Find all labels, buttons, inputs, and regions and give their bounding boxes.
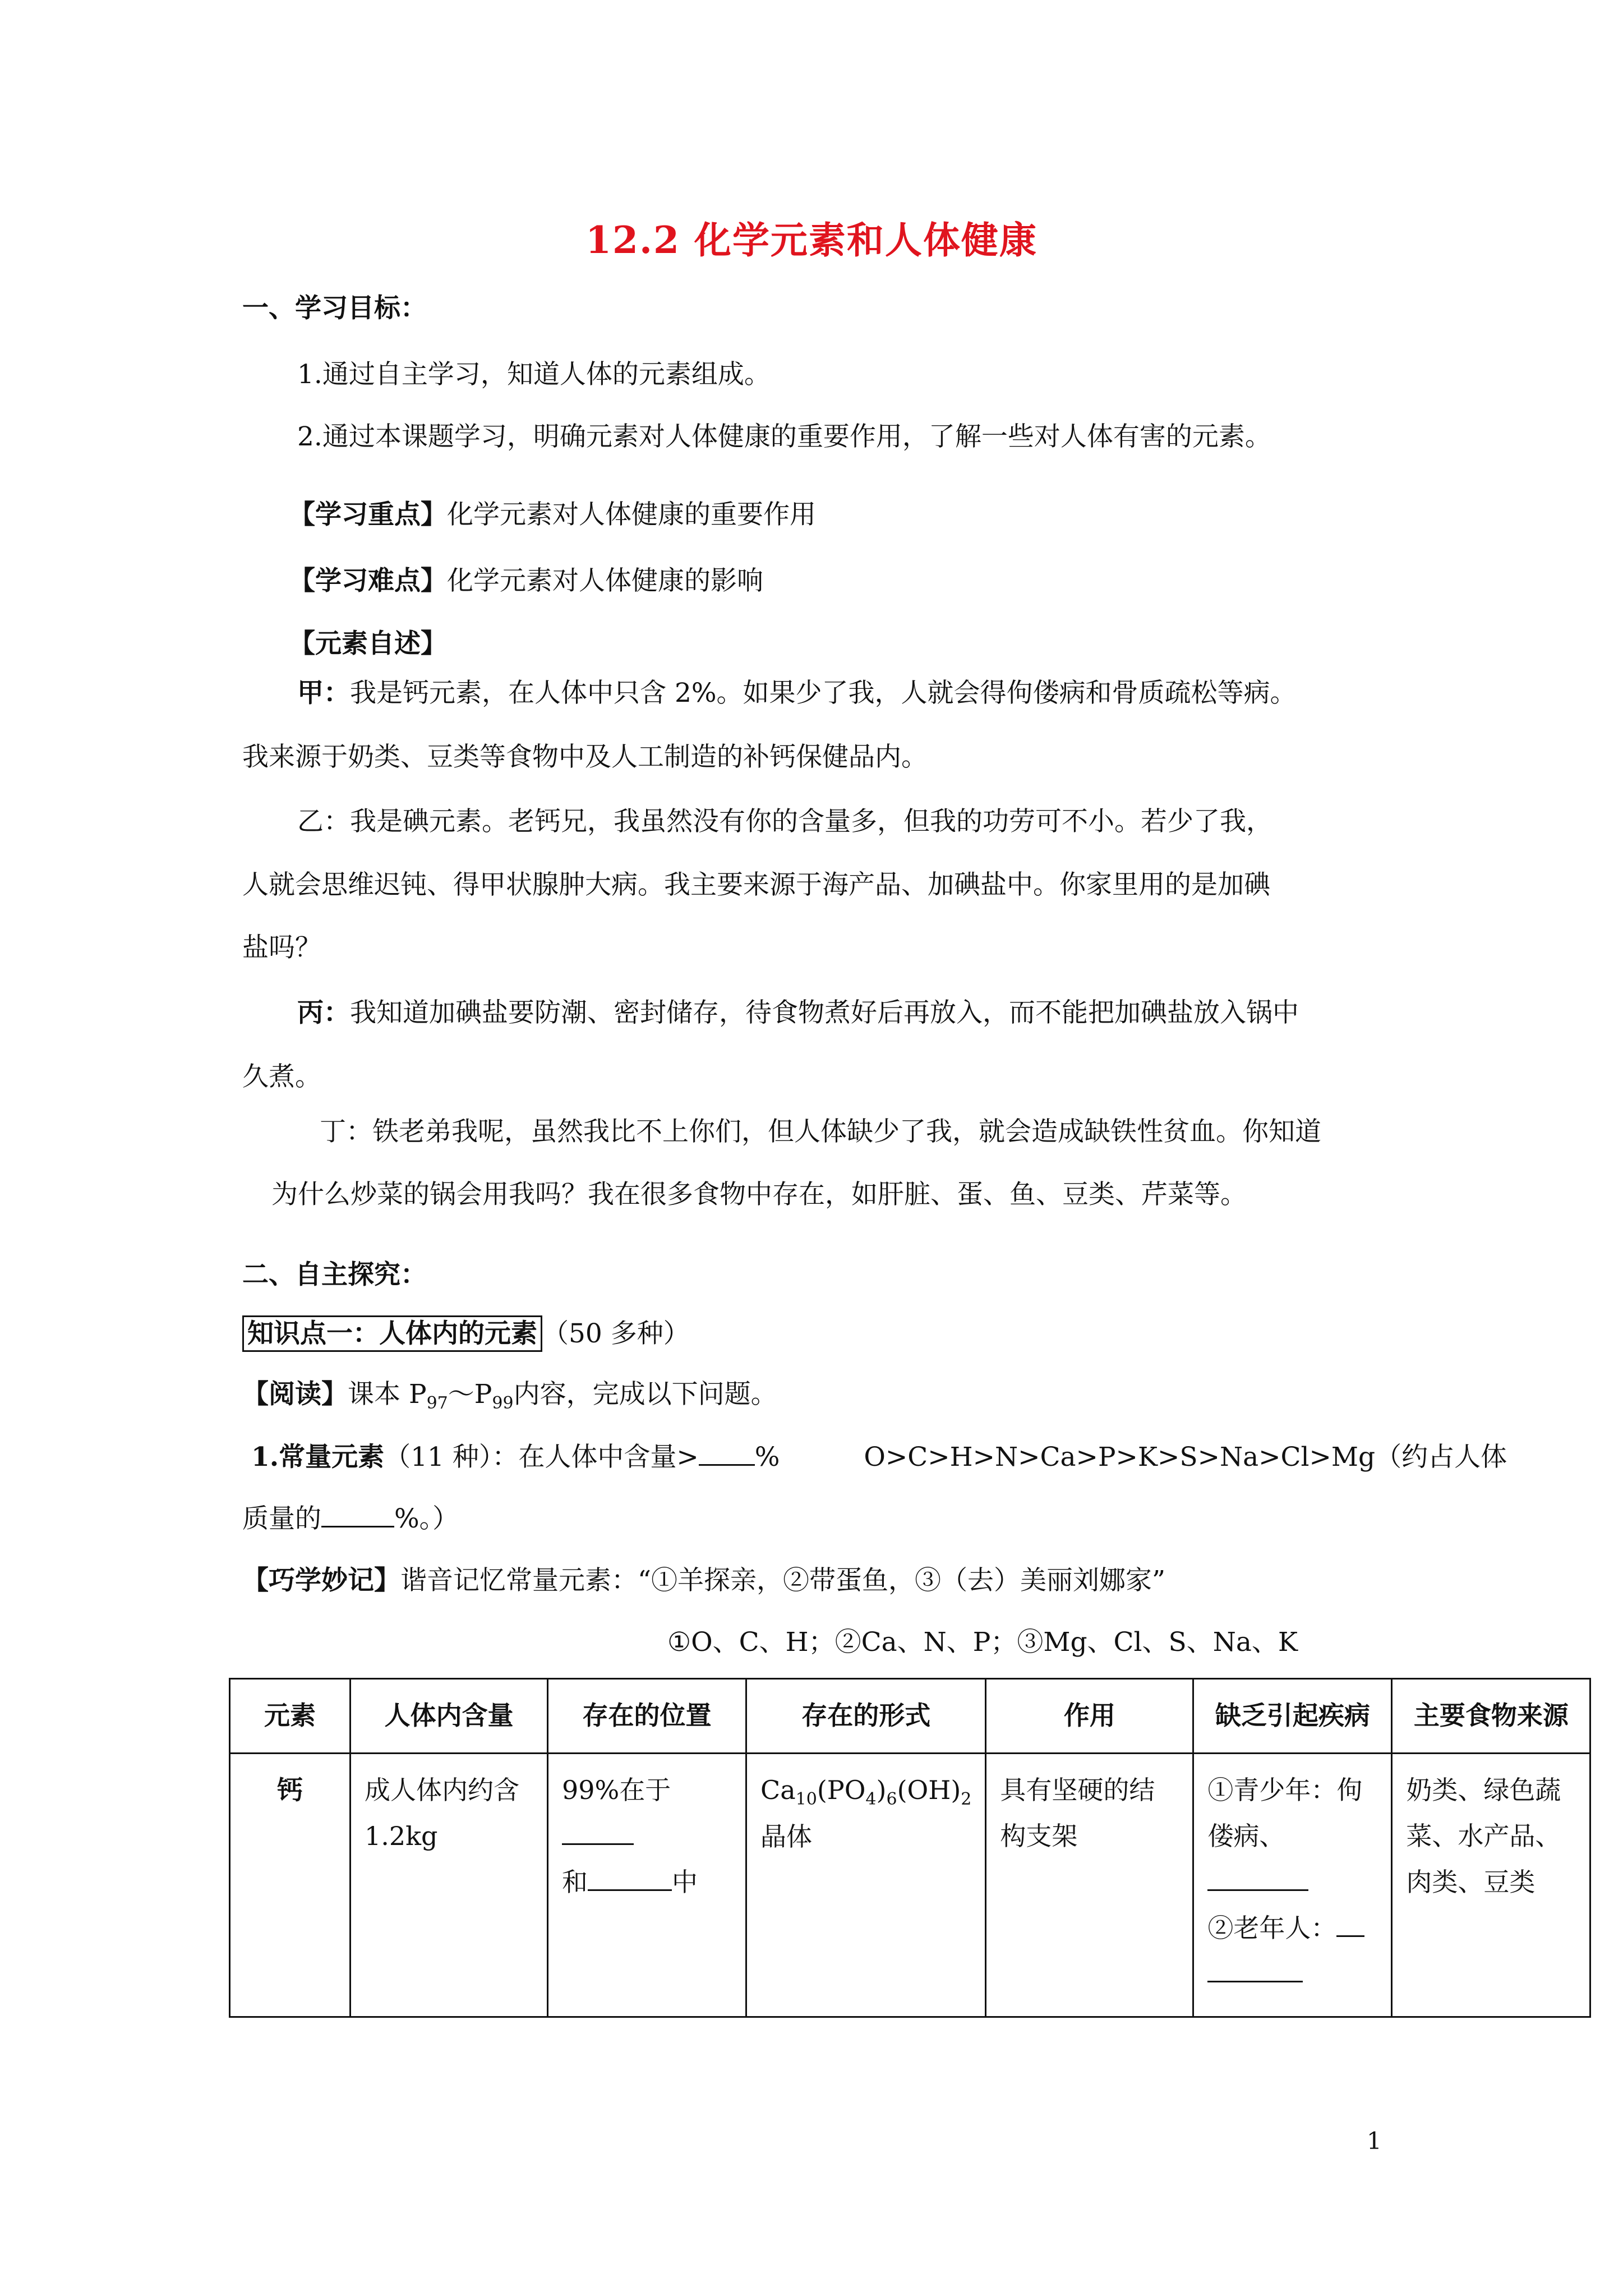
form-text-e: 晶体 (760, 1821, 812, 1852)
form-sub-3: 6 (886, 1789, 897, 1809)
key-point-label: 【学习重点】 (289, 499, 447, 530)
self-intro-label: 【元素自述】 (289, 628, 447, 659)
table-header: 作用 (986, 1679, 1193, 1754)
table-header: 缺乏引起疾病 (1193, 1679, 1392, 1754)
yi-text-1: 我是碘元素。老钙兄，我虽然没有你的含量多，但我的功劳可不小。若少了我， (350, 806, 1272, 837)
table-cell-role: 具有坚硬的结构支架 (986, 1753, 1193, 2017)
difficulty-line (289, 565, 763, 597)
section-heading-explore: 二、自主探究： (242, 1259, 427, 1290)
reading-text-b: ～P (448, 1379, 492, 1410)
jia-line-2: 我来源于奶类、豆类等食物中及人工制造的补钙保健品内。 (242, 742, 928, 772)
knowledge-point-note: （50 多种） (542, 1318, 690, 1349)
table-header-row (230, 1679, 1590, 1754)
table-cell-element: 钙 (230, 1753, 351, 2017)
jia-label: 甲： (297, 678, 350, 708)
knowledge-point-line (242, 1318, 690, 1350)
macro-mass-blank[interactable] (321, 1526, 394, 1527)
ding-line-1: 丁：铁老弟我呢，虽然我比不上你们，但人体缺少了我，就会造成缺铁性贫血。你知道 (320, 1116, 1321, 1147)
yi-line-1 (297, 806, 1272, 838)
page-number: 1 (1367, 2127, 1382, 2155)
knowledge-point-box: 知识点一：人体内的元素 (242, 1315, 542, 1352)
macro-percent-blank[interactable] (699, 1464, 755, 1466)
table-header: 存在的形式 (746, 1679, 986, 1754)
element-table (229, 1678, 1591, 2018)
location-text-b: 和 (562, 1866, 588, 1897)
table-cell-disease (1193, 1753, 1392, 2017)
memory-tip-text: 谐音记忆常量元素：“①羊探亲，②带蛋鱼，③（去）美丽刘娜家” (400, 1565, 1166, 1596)
memory-tip-label: 【巧学妙记】 (242, 1565, 400, 1596)
table-cell-form (746, 1753, 986, 2017)
table-row (230, 1753, 1590, 2017)
difficulty-text: 化学元素对人体健康的影响 (447, 565, 763, 596)
reading-text-c: 内容，完成以下问题。 (513, 1379, 777, 1410)
section-heading-goals: 一、学习目标： (242, 293, 427, 324)
ding-line-2: 为什么炒菜的锅会用我吗？我在很多食物中存在，如肝脏、蛋、鱼、豆类、芹菜等。 (271, 1179, 1247, 1210)
macro-elements-label: 1.常量元素 (251, 1442, 385, 1473)
table-header: 主要食物来源 (1392, 1679, 1590, 1754)
yi-line-2: 人就会思维迟钝、得甲状腺肿大病。我主要来源于海产品、加碘盐中。你家里用的是加碘 (242, 869, 1270, 900)
macro-percent-sign: % (754, 1442, 780, 1473)
macro-elements-line-2 (242, 1503, 459, 1535)
form-text-a: Ca (760, 1774, 796, 1805)
form-sub-1: 10 (795, 1789, 817, 1809)
jia-line-1 (297, 678, 1297, 709)
disease-blank-1[interactable] (1207, 1889, 1308, 1891)
memory-tip-line (242, 1565, 1165, 1596)
macro-elements-order: O>C>H>N>Ca>P>K>S>Na>Cl>Mg（约占人体 (864, 1442, 1507, 1473)
form-text-b: (PO (817, 1774, 866, 1805)
form-sub-2: 4 (865, 1789, 877, 1809)
location-blank-2[interactable] (588, 1889, 672, 1891)
bing-line-2: 久煮。 (242, 1061, 321, 1092)
bing-line-1 (297, 997, 1299, 1029)
disease-text-a: ①青少年：佝偻病、 (1207, 1774, 1363, 1851)
goal-item-2: 2.通过本课题学习，明确元素对人体健康的重要作用，了解一些对人体有害的元素。 (297, 421, 1271, 452)
location-text-c: 中 (672, 1866, 698, 1897)
location-text-a: 99%在于 (562, 1774, 671, 1805)
reading-line (242, 1379, 777, 1414)
disease-blank-2b[interactable] (1207, 1981, 1303, 1982)
table-cell-food: 奶类、绿色蔬菜、水产品、肉类、豆类 (1392, 1753, 1590, 2017)
yi-label: 乙： (297, 806, 350, 837)
form-sub-4: 2 (961, 1789, 972, 1809)
reading-label: 【阅读】 (242, 1379, 348, 1410)
table-cell-content: 成人体内约含 1.2kg (351, 1753, 548, 2017)
key-point-text: 化学元素对人体健康的重要作用 (447, 499, 816, 530)
bing-text-1: 我知道加碘盐要防潮、密封储存，待食物煮好后再放入，而不能把加碘盐放入锅中 (350, 997, 1299, 1028)
table-header: 存在的位置 (548, 1679, 746, 1754)
jia-text-1: 我是钙元素，在人体中只含 2%。如果少了我，人就会得佝偻病和骨质疏松等病。 (350, 678, 1297, 708)
memory-tip-key: ①O、C、H；②Ca、N、P；③Mg、Cl、S、Na、K (667, 1627, 1298, 1658)
table-header: 元素 (230, 1679, 351, 1754)
yi-line-3: 盐吗？ (242, 932, 321, 963)
location-blank-1[interactable] (562, 1843, 634, 1845)
macro-elements-text: （11 种）：在人体中含量> (384, 1442, 699, 1473)
form-text-c: ) (876, 1774, 887, 1805)
page-title: 12.2 化学元素和人体健康 (585, 218, 1038, 262)
macro-mass-suffix: %。） (394, 1503, 459, 1534)
table-cell-location (548, 1753, 746, 2017)
macro-mass-text: 质量的 (242, 1503, 321, 1534)
reading-page-end: 99 (492, 1393, 514, 1413)
goal-item-1: 1.通过自主学习，知道人体的元素组成。 (297, 359, 771, 390)
disease-text-b: ②老年人： (1207, 1912, 1337, 1943)
disease-blank-2a[interactable] (1336, 1935, 1364, 1937)
reading-text-a: 课本 P (348, 1379, 427, 1410)
macro-elements-line-1 (251, 1442, 1507, 1473)
difficulty-label: 【学习难点】 (289, 565, 447, 596)
form-text-d: (OH) (897, 1774, 961, 1805)
bing-label: 丙： (297, 997, 350, 1028)
table-header: 人体内含量 (351, 1679, 548, 1754)
key-point-line (289, 499, 816, 531)
reading-page-start: 97 (426, 1393, 448, 1413)
